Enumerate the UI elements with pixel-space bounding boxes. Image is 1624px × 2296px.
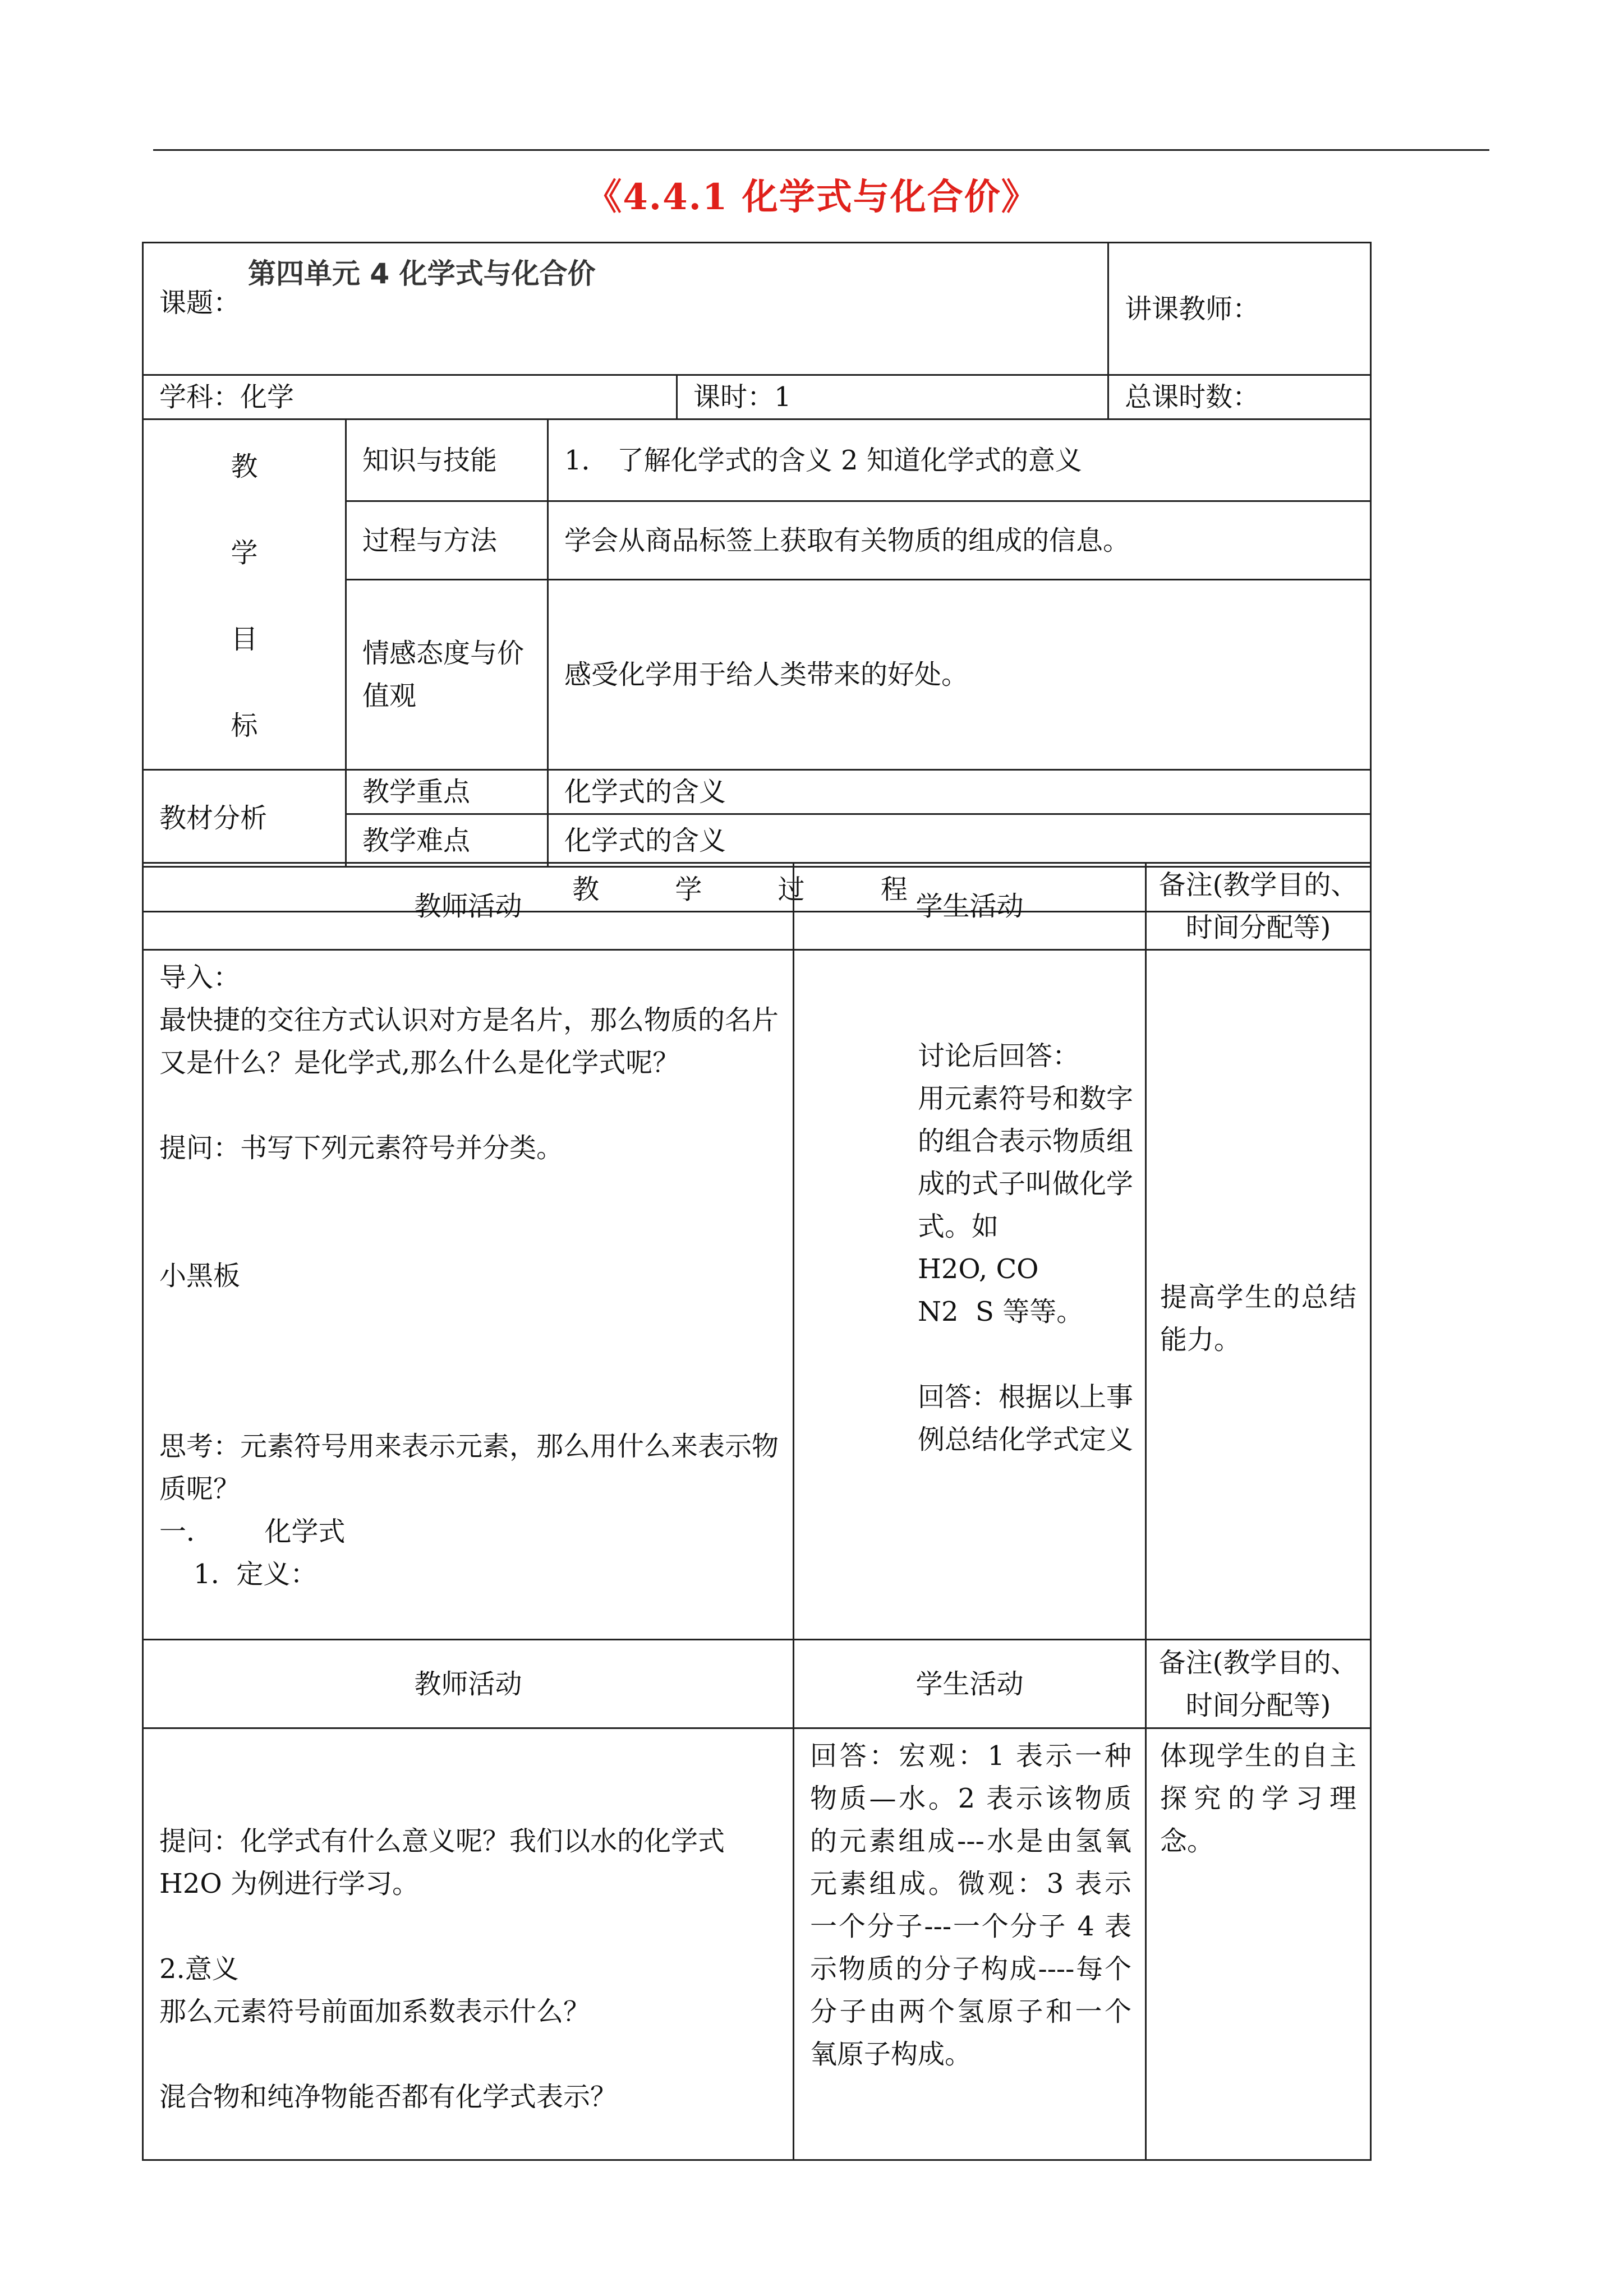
col-header-student: 学生活动: [794, 863, 1146, 950]
blank-line: [159, 1297, 779, 1425]
process-title: 教 学 过 程: [143, 867, 1371, 912]
section2-teacher-cell: [143, 1728, 794, 2160]
subject-label: 学科：化学: [159, 381, 295, 413]
objective-label: 知识与技能: [346, 419, 548, 501]
objective-char: 教: [231, 451, 258, 482]
objective-char: 标: [231, 710, 258, 741]
lesson-plan-table: [142, 242, 1372, 912]
student-line: H2O, CO: [918, 1253, 1039, 1285]
student-line: 回答：根据以上事例总结化学式定义: [918, 1381, 1134, 1455]
teacher-line: 那么元素符号前面加系数表示什么？: [159, 1996, 591, 2027]
topic-value: 第四单元 4 化学式与化合价: [248, 257, 596, 290]
objectives-group-label: [143, 419, 346, 770]
student-answer: 回答：宏观：1 表示一种物质—水。2 表示该物质的元素组成---水是由氢氧元素组成。微观：3 表示一个分子---一个分子 4 表示物质的分子构成----每个分子由两个氢原子和一个氧原子构成。: [810, 1740, 1131, 2070]
teacher-cell: [1108, 243, 1371, 375]
teacher-line: 思考：元素符号用来表示元素，那么用什么来表示物质呢？: [159, 1431, 779, 1505]
objective-value: 感受化学用于给人类带来的好处。: [548, 579, 1371, 769]
teacher-line: 小黑板: [159, 1260, 241, 1292]
teacher-line: 一． 化学式: [159, 1516, 346, 1547]
col-header-note: 备注(教学目的、时间分配等): [1146, 863, 1371, 950]
student-line: 用元素符号和数字的组合表示物质组成的式子叫做化学式。如: [918, 1083, 1134, 1242]
section1-teacher-cell: [143, 950, 794, 1640]
objective-value: 学会从商品标签上获取有关物质的组成的信息。: [548, 501, 1371, 579]
blank-line: [918, 1333, 1134, 1376]
student-line: N2 S 等等。: [918, 1296, 1084, 1327]
note-text: 提高学生的总结能力。: [1160, 1281, 1356, 1356]
col-header-student: 学生活动: [794, 1640, 1146, 1728]
objective-value: 1． 了解化学式的含义 2 知道化学式的意义: [548, 419, 1371, 501]
analysis-row-label: 教学难点: [346, 814, 548, 867]
section1-student-cell: [794, 950, 1146, 1640]
analysis-label: 教材分析: [143, 770, 346, 867]
objective-char: 目: [231, 624, 258, 655]
objective-label: 情感态度与价值观: [346, 579, 548, 769]
blank-line: [159, 2033, 779, 2076]
header-rule: [153, 149, 1489, 151]
blank-line: [159, 1905, 779, 1948]
teacher-line: 2.意义: [159, 1953, 239, 1985]
lesson-count-cell: [677, 375, 1108, 419]
section2-note-cell: [1146, 1728, 1371, 2160]
section1-note-cell: [1146, 950, 1371, 1640]
process-table: [142, 862, 1372, 2161]
col-header-teacher: 教师活动: [143, 863, 794, 950]
document-title: 《4.4.1 化学式与化合价》: [586, 176, 1038, 218]
analysis-row-value: 化学式的含义: [548, 770, 1371, 814]
teacher-line: 提问：化学式有什么意义呢？我们以水的化学式H2O 为例进行学习。: [159, 1825, 725, 1899]
blank-line: [159, 1084, 779, 1127]
section2-student-cell: [794, 1728, 1146, 2160]
total-lessons-label: 总课时数：: [1125, 381, 1260, 413]
total-lessons-cell: [1108, 375, 1371, 419]
teacher-line: 导入：: [159, 962, 241, 993]
student-line: 讨论后回答：: [918, 1040, 1080, 1072]
subject-cell: [143, 375, 677, 419]
analysis-row-value: 化学式的含义: [548, 814, 1371, 867]
teacher-line: 最快捷的交往方式认识对方是名片，那么物质的名片又是什么？是化学式,那么什么是化学式呢？: [159, 1004, 779, 1078]
blank-line: [159, 1169, 779, 1255]
objective-label: 过程与方法: [346, 501, 548, 579]
objective-char: 学: [231, 537, 258, 569]
topic-label: 课题：: [159, 287, 241, 319]
analysis-row-label: 教学重点: [346, 770, 548, 814]
teacher-line: 提问：书写下列元素符号并分类。: [159, 1132, 564, 1164]
col-header-note: 备注(教学目的、时间分配等): [1146, 1640, 1371, 1728]
teacher-label: 讲课教师：: [1125, 293, 1260, 325]
col-header-teacher: 教师活动: [143, 1640, 794, 1728]
note-text: 体现学生的自主探究的学习理念。: [1160, 1740, 1356, 1857]
topic-cell: [143, 243, 1108, 375]
lesson-count-label: 课时：1: [693, 381, 792, 413]
teacher-line: 1. 定义：: [159, 1559, 318, 1590]
blank-line: [159, 1735, 779, 1820]
teacher-line: 混合物和纯净物能否都有化学式表示？: [159, 2081, 618, 2113]
